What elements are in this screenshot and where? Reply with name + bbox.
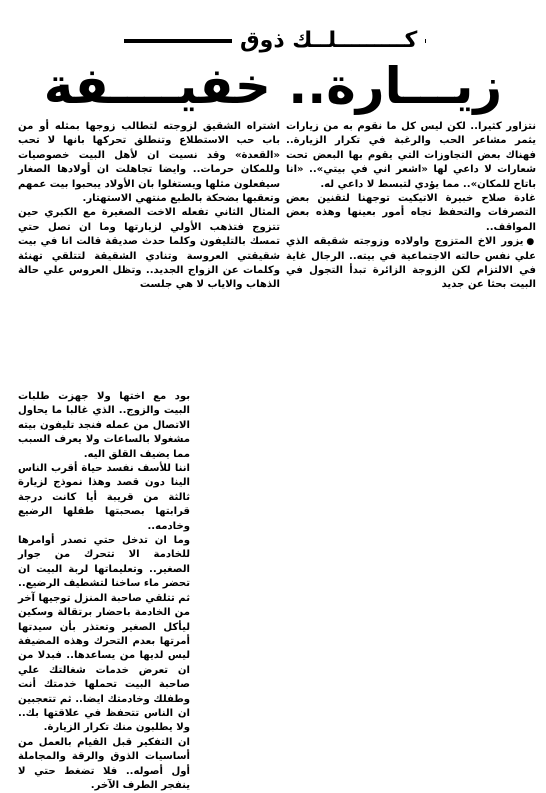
paragraph-text: يزور الاخ المتزوج واولاده وزوجته شقيقه الذي علي نفس حالته الاجتماعية في بيته.. الرجال غاية في الالتزام لكن الزوجة الزائرة تبدأ التجول في البيت بحثا عن جديد <box>286 236 536 291</box>
paragraph-with-bullet <box>286 235 536 293</box>
kicker-text: كـــــــــلــك ذوق <box>232 27 425 55</box>
paragraph: ان التفكير قبل القيام بالعمل من أساسيات الذوق والرقة والمجاملة أول أصوله.. فلا تضغط حتي لا ينفجر الطرف الآخر. <box>18 736 190 791</box>
paragraph: بود مع اختها ولا جهزت طلبات البيت والزوج.. الذي غالبا ما يحاول الاتصال من عمله فنجد تليفون بيته مشغولا بالساعات ولا يعرف السبب مما يضيف القلق اليه. <box>18 391 190 460</box>
paragraph: اشتراه الشقيق لزوجته لتطالب زوجها بمثله أو من باب حب الاستطلاع وتنطلق تحركها بانها لا تحب «القعدة» وقد نسيت ان لأهل البيت خصوصيات وللمكان حرمات.. وايضا تجاهلت ان أولادها الصغار سيفعلون مثلها ويستغلوا بان الأولاد يبحبوا بيت عمهم وتعقبها بضحكة بالطبع منتهي الاستهتار. <box>18 121 280 205</box>
section-kicker <box>124 27 426 55</box>
paragraph: المثال الثاني تفعله الاخت الصغيرة مع الكبري حين تتزوج فتذهب الأولي لزيارتها وما ان تصل حتي تمسك بالتليفون وكلما حدث صديقة قالت انا في بيت شقيقتي العروسة وتنادي الشقيقة لتتلقي تهنئة وكلمات عن الزواج الجديد.. وتظل العروس علي حالة الذهاب والاياب لا هي جلست <box>18 207 280 291</box>
article-column-right <box>286 120 536 300</box>
paragraph: غادة صلاح خبيرة الاتيكيت توجهنا لتقنين بعض التصرفات والتحفظ تجاه أمور بعينها وهذه بعض المواقف.. <box>286 193 536 233</box>
paragraph: اننا للأسف نفسد حياة أقرب الناس الينا دون قصد وهذا نموذج لزيارة ثالثة من قريبة أيا كانت درجة قرابتها بصحبتها طفلها الرضيع وخادمه.. <box>18 463 190 532</box>
bullet-icon: ● <box>526 237 536 248</box>
article-column-left <box>18 120 280 384</box>
headline: زيـــارة.. خفيــــفة <box>43 57 503 115</box>
article-column-left-narrow <box>18 390 190 791</box>
paragraph: وما ان تدخل حتي تصدر أوامرها للخادمة الا تتحرك من جوار الصغير.. وتعليماتها لربة البيت ان تحضر ماء ساخنا لتشطيف الرضيع.. ثم تتلقي صاحبة المنزل توجيها آخر من الخادمة باحضار برتقالة وسكين ليأكل الصغير وتعتذر بأن سيدتها أمرتها بعدم التحرك وهذه المضيفة ليس لديها من يساعدها.. فبدلا من ان تعرض خدمات شغالتك علي صاحبة البيت تحملها خدمتك أنت وطفلك وخادمتك ايضا.. ثم تتعجبين ان الناس تتحفظ في علاقتها بك.. ولا يطلبون منك تكرار الزيارة. <box>18 535 190 734</box>
paragraph: نتزاور كثيرا.. لكن ليس كل ما نقوم به من زيارات يثمر مشاعر الحب والرغبة في تكرار الزيارة.. فهناك بعض التجاوزات التي يقوم بها البعض تحت شعارات لا داعي لها «اشعر اني في بيتي».. «انا باتاح للمكان».. مما يؤدي لتبسط لا داعي له. <box>286 121 536 190</box>
